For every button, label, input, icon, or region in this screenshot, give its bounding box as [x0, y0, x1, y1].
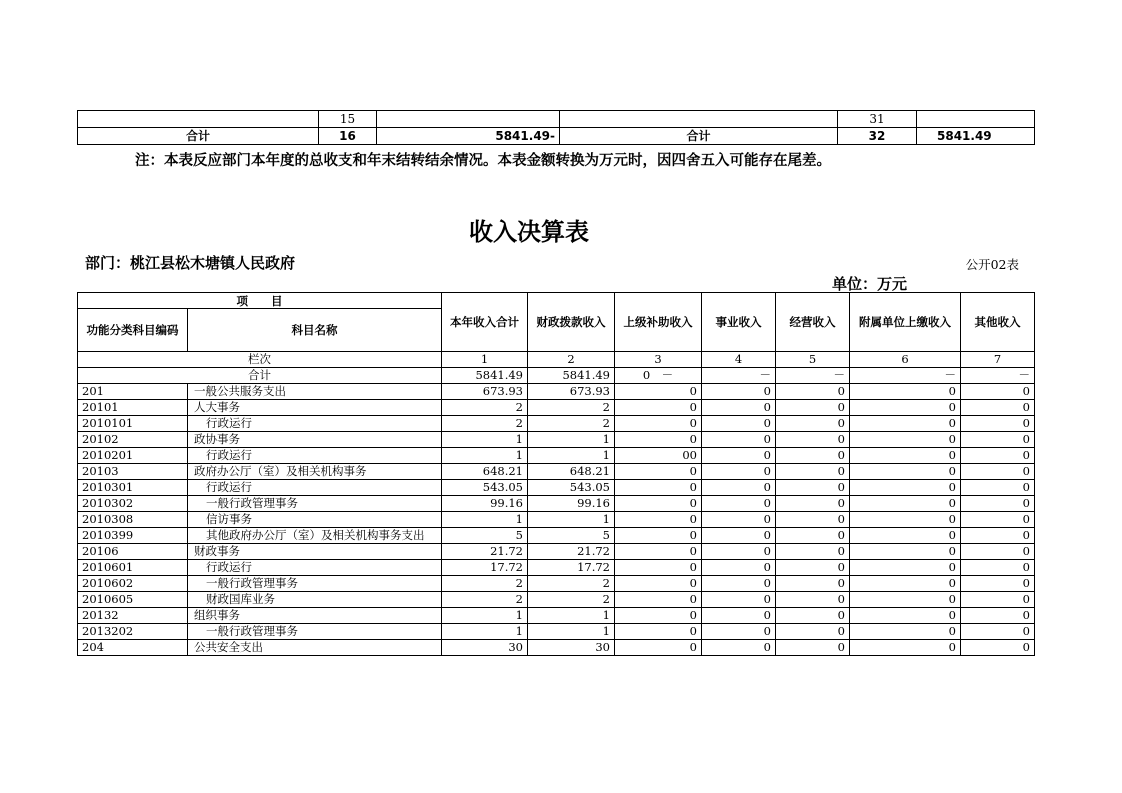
- subject-name: 行政运行: [188, 416, 442, 432]
- amount-cell: 2: [528, 416, 615, 432]
- table-row: [78, 544, 1035, 560]
- subject-code: 2013202: [78, 624, 188, 640]
- subject-name: 政协事务: [188, 432, 442, 448]
- amount-cell: 1: [442, 624, 528, 640]
- amount-cell: 0: [961, 544, 1035, 560]
- total-cell: 5841.49: [528, 368, 615, 384]
- amount-cell: 1: [528, 512, 615, 528]
- amount-cell: 0: [850, 480, 961, 496]
- amount-cell: 1: [442, 432, 528, 448]
- amount-cell: 0: [615, 464, 702, 480]
- header-col-2: 财政拨款收入: [528, 293, 615, 352]
- amount-cell: 0: [615, 480, 702, 496]
- subject-code: 20106: [78, 544, 188, 560]
- index-cell: 3: [615, 352, 702, 368]
- subject-name: 行政运行: [188, 448, 442, 464]
- amount-cell: 0: [776, 608, 850, 624]
- table-row: [78, 480, 1035, 496]
- summary-left-no: 16: [319, 128, 377, 145]
- amount-cell: 543.05: [528, 480, 615, 496]
- amount-cell: 0: [961, 560, 1035, 576]
- amount-cell: 0: [961, 448, 1035, 464]
- subject-code: 20103: [78, 464, 188, 480]
- page-title: 收入决算表: [469, 218, 589, 246]
- amount-cell: 1: [442, 512, 528, 528]
- table-row: [78, 416, 1035, 432]
- amount-cell: 0: [776, 576, 850, 592]
- subject-name: 财政事务: [188, 544, 442, 560]
- header-col-1: 本年收入合计: [442, 293, 528, 352]
- amount-cell: 0: [615, 400, 702, 416]
- amount-cell: 0: [702, 576, 776, 592]
- amount-cell: 0: [776, 512, 850, 528]
- amount-cell: 30: [528, 640, 615, 656]
- table-row: [78, 624, 1035, 640]
- amount-cell: 0: [850, 400, 961, 416]
- amount-cell: 0: [961, 480, 1035, 496]
- amount-cell: 0: [615, 432, 702, 448]
- table-row: [78, 560, 1035, 576]
- table-row: [78, 640, 1035, 656]
- amount-cell: 1: [442, 448, 528, 464]
- subject-name: 人大事务: [188, 400, 442, 416]
- subject-name: 一般行政管理事务: [188, 624, 442, 640]
- table-row: [78, 496, 1035, 512]
- amount-cell: 0: [850, 560, 961, 576]
- index-cell: 4: [702, 352, 776, 368]
- amount-cell: 2: [442, 416, 528, 432]
- amount-cell: 0: [615, 496, 702, 512]
- amount-cell: 0: [961, 640, 1035, 656]
- subject-name: 组织事务: [188, 608, 442, 624]
- subject-code: 20101: [78, 400, 188, 416]
- subject-code: 2010601: [78, 560, 188, 576]
- amount-cell: 0: [702, 528, 776, 544]
- amount-cell: 0: [961, 576, 1035, 592]
- header-col-7: 其他收入: [961, 293, 1035, 352]
- amount-cell: 0: [850, 432, 961, 448]
- subject-name: 政府办公厅（室）及相关机构事务: [188, 464, 442, 480]
- amount-cell: 0: [615, 624, 702, 640]
- header-col-6: 附属单位上缴收入: [850, 293, 961, 352]
- amount-cell: 0: [961, 400, 1035, 416]
- subject-code: 2010302: [78, 496, 188, 512]
- total-cell: 0 －: [615, 368, 702, 384]
- amount-cell: 2: [528, 400, 615, 416]
- amount-cell: 99.16: [442, 496, 528, 512]
- amount-cell: 0: [776, 416, 850, 432]
- summary-left-value: [377, 111, 560, 128]
- footnote: 注：本表反应部门本年度的总收支和年末结转结余情况。本表金额转换为万元时，因四舍五入可能存在尾差。: [135, 153, 831, 169]
- amount-cell: 0: [850, 496, 961, 512]
- table-row: [78, 608, 1035, 624]
- amount-cell: 0: [615, 544, 702, 560]
- subject-name: 行政运行: [188, 480, 442, 496]
- amount-cell: 0: [850, 448, 961, 464]
- index-cell: 2: [528, 352, 615, 368]
- amount-cell: 0: [615, 528, 702, 544]
- summary-left-label: 合计: [78, 128, 319, 145]
- amount-cell: 0: [776, 592, 850, 608]
- amount-cell: 0: [776, 464, 850, 480]
- amount-cell: 99.16: [528, 496, 615, 512]
- amount-cell: 2: [528, 592, 615, 608]
- amount-cell: 2: [528, 576, 615, 592]
- header-col-5: 经营收入: [776, 293, 850, 352]
- amount-cell: 0: [702, 608, 776, 624]
- subject-code: 2010301: [78, 480, 188, 496]
- summary-left-no: 15: [319, 111, 377, 128]
- subject-name: 财政国库业务: [188, 592, 442, 608]
- subject-name: 一般行政管理事务: [188, 576, 442, 592]
- amount-cell: 0: [702, 400, 776, 416]
- table-row: [78, 384, 1035, 400]
- amount-cell: 17.72: [528, 560, 615, 576]
- amount-cell: 1: [528, 432, 615, 448]
- total-cell: －: [776, 368, 850, 384]
- amount-cell: 648.21: [442, 464, 528, 480]
- index-row: [78, 352, 1035, 368]
- subject-name: 行政运行: [188, 560, 442, 576]
- total-cell: －: [850, 368, 961, 384]
- amount-cell: 0: [702, 432, 776, 448]
- subject-code: 201: [78, 384, 188, 400]
- total-cell: －: [961, 368, 1035, 384]
- amount-cell: 0: [961, 464, 1035, 480]
- summary-right-no: 32: [838, 128, 917, 145]
- index-cell: 5: [776, 352, 850, 368]
- amount-cell: 0: [850, 512, 961, 528]
- table-row: [78, 512, 1035, 528]
- summary-table: [77, 110, 1035, 145]
- total-label: 合计: [78, 368, 442, 384]
- index-cell: 1: [442, 352, 528, 368]
- amount-cell: 0: [615, 608, 702, 624]
- amount-cell: 0: [702, 560, 776, 576]
- table-row: [78, 464, 1035, 480]
- amount-cell: 0: [702, 544, 776, 560]
- amount-cell: 1: [528, 448, 615, 464]
- amount-cell: 1: [528, 608, 615, 624]
- amount-cell: 21.72: [442, 544, 528, 560]
- table-row: [78, 592, 1035, 608]
- subject-code: 2010399: [78, 528, 188, 544]
- subject-name: 信访事务: [188, 512, 442, 528]
- table-row: [78, 576, 1035, 592]
- amount-cell: 0: [776, 560, 850, 576]
- amount-cell: 0: [776, 640, 850, 656]
- subject-name: 其他政府办公厅（室）及相关机构事务支出: [188, 528, 442, 544]
- amount-cell: 673.93: [442, 384, 528, 400]
- amount-cell: 0: [961, 496, 1035, 512]
- header-row: [78, 293, 1035, 309]
- subject-name: 公共安全支出: [188, 640, 442, 656]
- amount-cell: 0: [776, 528, 850, 544]
- amount-cell: 0: [702, 448, 776, 464]
- amount-cell: 5: [528, 528, 615, 544]
- amount-cell: 0: [615, 592, 702, 608]
- income-table: [77, 292, 1035, 656]
- amount-cell: 0: [850, 544, 961, 560]
- amount-cell: 30: [442, 640, 528, 656]
- amount-cell: 0: [850, 464, 961, 480]
- summary-right-label: 合计: [560, 128, 838, 145]
- amount-cell: 0: [850, 624, 961, 640]
- subject-code: 2010101: [78, 416, 188, 432]
- header-col-4: 事业收入: [702, 293, 776, 352]
- amount-cell: 0: [850, 608, 961, 624]
- summary-row: [78, 111, 1035, 128]
- amount-cell: 0: [702, 384, 776, 400]
- table-row: [78, 528, 1035, 544]
- amount-cell: 0: [961, 624, 1035, 640]
- summary-left-label: [78, 111, 319, 128]
- total-row: [78, 368, 1035, 384]
- subject-code: 2010201: [78, 448, 188, 464]
- index-label: 栏次: [78, 352, 442, 368]
- subject-code: 20102: [78, 432, 188, 448]
- amount-cell: 0: [776, 384, 850, 400]
- amount-cell: 0: [850, 528, 961, 544]
- amount-cell: 17.72: [442, 560, 528, 576]
- amount-cell: 0: [961, 416, 1035, 432]
- amount-cell: 0: [615, 560, 702, 576]
- summary-right-value: 5841.49: [917, 128, 1035, 145]
- summary-left-value: 5841.49-: [377, 128, 560, 145]
- amount-cell: 5: [442, 528, 528, 544]
- subject-code: 2010605: [78, 592, 188, 608]
- subject-code: 2010602: [78, 576, 188, 592]
- amount-cell: 2: [442, 592, 528, 608]
- amount-cell: 0: [615, 384, 702, 400]
- amount-cell: 0: [850, 416, 961, 432]
- amount-cell: 0: [776, 544, 850, 560]
- amount-cell: 0: [615, 640, 702, 656]
- unit-label: 单位：万元: [832, 275, 908, 293]
- amount-cell: 0: [702, 512, 776, 528]
- header-code: 功能分类科目编码: [78, 309, 188, 352]
- amount-cell: 543.05: [442, 480, 528, 496]
- index-cell: 6: [850, 352, 961, 368]
- subject-name: 一般公共服务支出: [188, 384, 442, 400]
- amount-cell: 2: [442, 400, 528, 416]
- amount-cell: 00: [615, 448, 702, 464]
- subject-name: 一般行政管理事务: [188, 496, 442, 512]
- table-row: [78, 448, 1035, 464]
- subject-code: 20132: [78, 608, 188, 624]
- department-label: 部门：桃江县松木塘镇人民政府: [85, 254, 296, 272]
- summary-right-value: [917, 111, 1035, 128]
- amount-cell: 0: [961, 528, 1035, 544]
- amount-cell: 2: [442, 576, 528, 592]
- amount-cell: 0: [961, 608, 1035, 624]
- amount-cell: 0: [850, 640, 961, 656]
- header-name: 科目名称: [188, 309, 442, 352]
- amount-cell: 0: [776, 400, 850, 416]
- amount-cell: 0: [961, 592, 1035, 608]
- amount-cell: 0: [702, 624, 776, 640]
- header-item: 项 目: [78, 293, 442, 309]
- amount-cell: 0: [850, 576, 961, 592]
- table-row: [78, 432, 1035, 448]
- amount-cell: 0: [615, 416, 702, 432]
- amount-cell: 0: [850, 384, 961, 400]
- amount-cell: 1: [528, 624, 615, 640]
- form-code: 公开02表: [965, 257, 1019, 272]
- amount-cell: 0: [850, 592, 961, 608]
- index-cell: 7: [961, 352, 1035, 368]
- subject-code: 2010308: [78, 512, 188, 528]
- amount-cell: 0: [961, 512, 1035, 528]
- amount-cell: 0: [615, 512, 702, 528]
- amount-cell: 0: [702, 592, 776, 608]
- amount-cell: 0: [702, 480, 776, 496]
- amount-cell: 0: [702, 464, 776, 480]
- amount-cell: 0: [961, 432, 1035, 448]
- amount-cell: 673.93: [528, 384, 615, 400]
- summary-total-row: [78, 128, 1035, 145]
- amount-cell: 0: [702, 640, 776, 656]
- subject-code: 204: [78, 640, 188, 656]
- total-cell: －: [702, 368, 776, 384]
- table-row: [78, 400, 1035, 416]
- amount-cell: 0: [702, 496, 776, 512]
- amount-cell: 0: [776, 448, 850, 464]
- amount-cell: 0: [776, 432, 850, 448]
- summary-right-no: 31: [838, 111, 917, 128]
- summary-right-label: [560, 111, 838, 128]
- amount-cell: 1: [442, 608, 528, 624]
- amount-cell: 0: [615, 576, 702, 592]
- amount-cell: 0: [961, 384, 1035, 400]
- header-col-3: 上级补助收入: [615, 293, 702, 352]
- amount-cell: 0: [776, 496, 850, 512]
- amount-cell: 0: [776, 480, 850, 496]
- amount-cell: 21.72: [528, 544, 615, 560]
- amount-cell: 0: [776, 624, 850, 640]
- total-cell: 5841.49: [442, 368, 528, 384]
- amount-cell: 0: [702, 416, 776, 432]
- amount-cell: 648.21: [528, 464, 615, 480]
